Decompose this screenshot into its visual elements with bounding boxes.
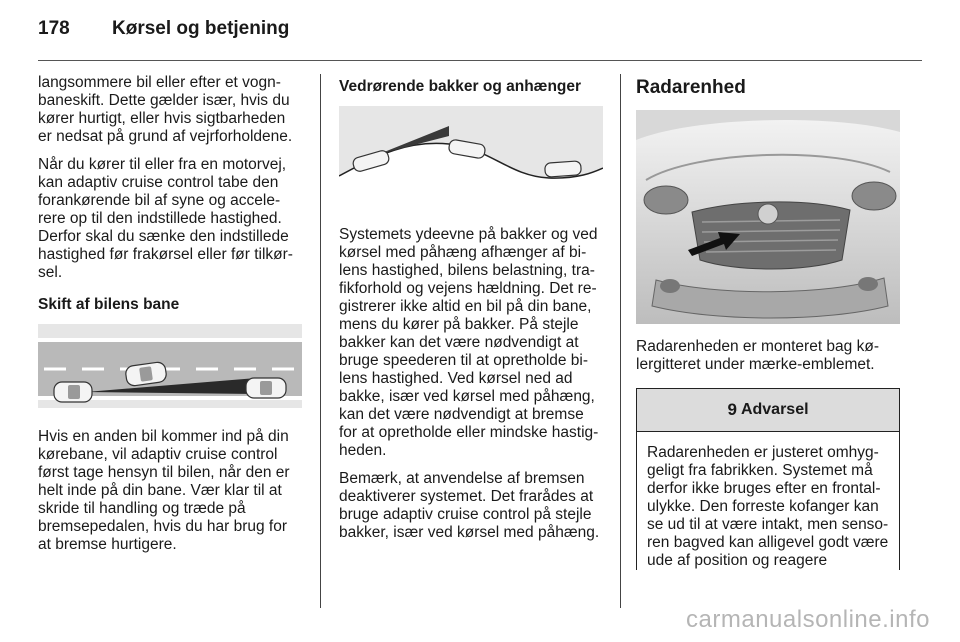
watermark: carmanualsonline.info [686, 606, 930, 633]
column-2 [339, 74, 603, 552]
warning-title: Advarsel [740, 401, 809, 418]
page-header [38, 18, 289, 40]
section-heading: Skift af bilens bane [38, 296, 180, 313]
warning-body [637, 432, 899, 570]
column-divider [320, 74, 321, 608]
warning-text: Radarenheden er justeret omhyg-geligt fra fabrikken. Systemet må derfor ikke bruges efter en frontal-ulykke. Den forreste kofanger kan se ud til at være intakt, men senso-ren bagved kan alligevel godt være ude af position og reagere [647, 444, 889, 569]
hill-illustration [339, 106, 603, 214]
paragraph: Når du kører til eller fra en motorvej, kan adaptiv cruise control tabe den forankørende bil af syne og accele-rere op til den indstillede hastighed. Derfor skal du sænke den indstillede hastighed før frakørsel eller før tilkør-sel. [38, 156, 293, 281]
paragraph: Hvis en anden bil kommer ind på din kørebane, vil adaptiv cruise control først tage hensyn til bilen, når den er helt inde på din bane. Vær klar til at skride til handling og træde på bremsepedalen, hvis du har brug for at bremse hurtigere. [38, 428, 290, 553]
paragraph: Radarenheden er monteret bag kø-lergitteret under mærke-emblemet. [636, 338, 879, 373]
section-heading: Vedrørende bakker og anhænger [339, 78, 582, 95]
page-title: Kørsel og betjening [112, 18, 290, 39]
warning-triangle-icon: 9 [727, 400, 737, 419]
radar-unit-car-front-photo [636, 110, 900, 324]
column-divider [620, 74, 621, 608]
paragraph: langsommere bil eller efter et vogn-baneskift. Dette gælder især, hvis du kører hurtigt, eller hvis sigtbarheden er nedsat på grund af vejrforholdene. [38, 74, 293, 145]
page-number: 178 [38, 18, 70, 39]
column-1 [38, 74, 302, 564]
lane-change-illustration [38, 324, 302, 408]
paragraph: Systemets ydeevne på bakker og ved kørsel med påhæng afhænger af bi-lens hastighed, bilens belastning, tra-fikforhold og vejens hældning. Det re-gistrerer ikke altid en bil på din bane, mens du kører på bakker. På stejle bakker kan det være nødvendigt at bruge speederen til at opretholde bi-lens hastighed. Ved kørsel ned ad bakke, især ved kørsel med påhæng, kan det være nødvendigt at bremse for at opretholde eller mindske hastig-heden. [339, 226, 599, 459]
paragraph: Bemærk, at anvendelse af bremsen deaktiverer systemet. Det frarådes at bruge adaptiv cruise control på stejle bakker, især ved kørsel med påhæng. [339, 470, 600, 541]
warning-box [636, 388, 900, 570]
section-heading: Radarenhed [636, 77, 746, 98]
column-3 [636, 74, 900, 570]
warning-header [637, 389, 899, 432]
header-divider [38, 60, 922, 61]
